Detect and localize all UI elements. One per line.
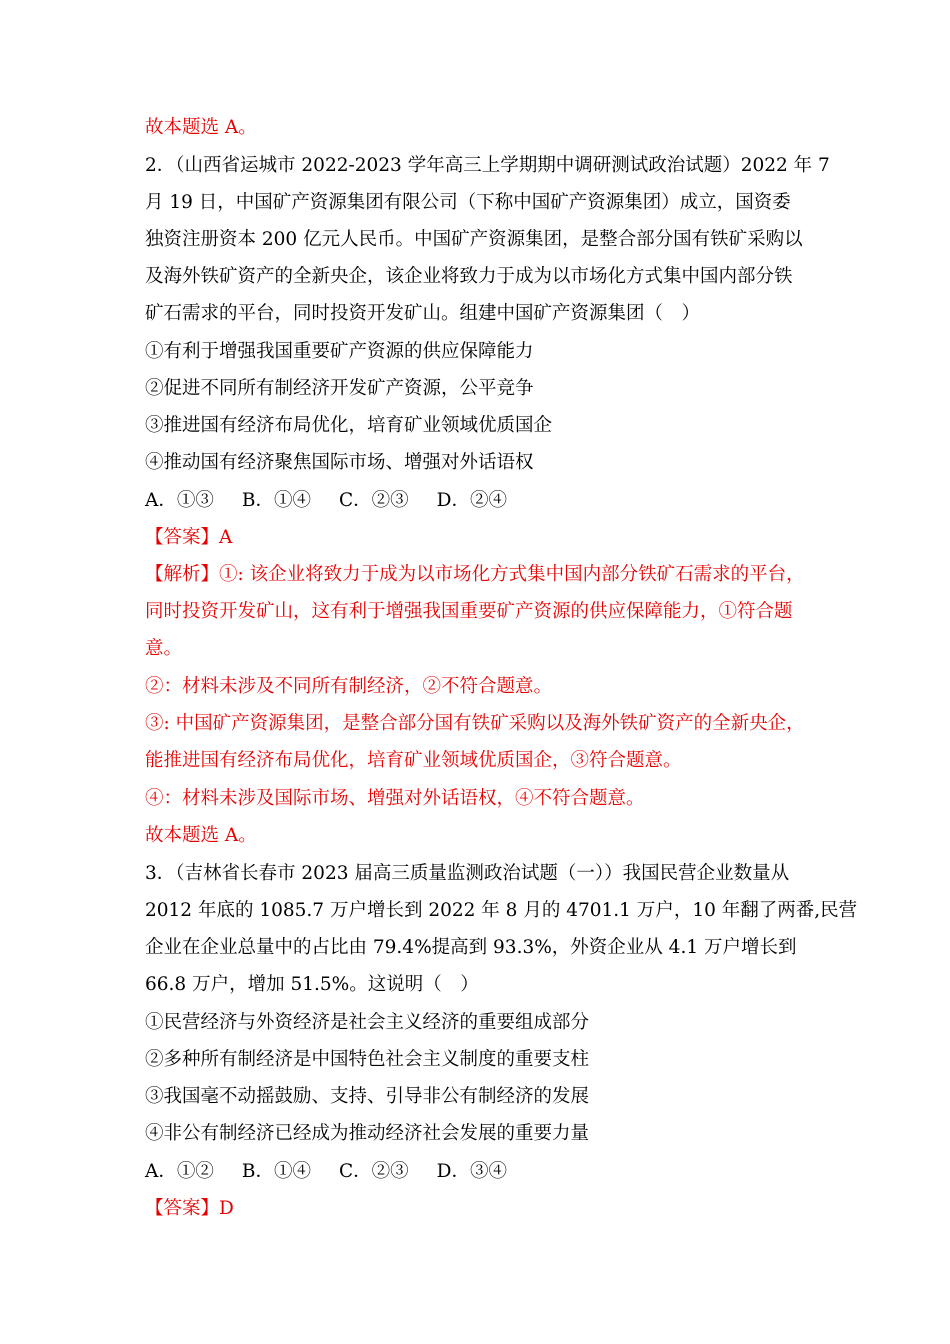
q2-stem-line: 独资注册资本 200 亿元人民币。中国矿产资源集团，是整合部分国有铁矿采购以 — [145, 229, 803, 250]
q3-stem-line: 66.8 万户，增加 51.5%。这说明（ ） — [145, 974, 479, 995]
q2-analysis-line: 【解析】①: 该企业将致力于成为以市场化方式集中国内部分铁矿石需求的平台， — [145, 564, 805, 585]
q2-analysis-line: 能推进国有经济布局优化，培育矿业领域优质国企，③符合题意。 — [145, 750, 682, 771]
q2-item: ①有利于增强我国重要矿产资源的供应保障能力 — [145, 341, 534, 362]
q2-conclusion: 故本题选 A。 — [145, 825, 257, 846]
q2-option-c: C．②③ — [338, 490, 409, 511]
q3-options — [145, 1159, 815, 1185]
q2-item: ③推进国有经济布局优化，培育矿业领域优质国企 — [145, 415, 553, 436]
q2-option-a: A．①③ — [145, 490, 214, 511]
q3-item: ③我国毫不动摇鼓励、支持、引导非公有制经济的发展 — [145, 1086, 590, 1107]
q3-option-b: B．①④ — [241, 1161, 311, 1182]
q3-option-d: D．③④ — [436, 1161, 507, 1182]
q2-analysis-line: 同时投资开发矿山，这有利于增强我国重要矿产资源的供应保障能力，①符合题 — [145, 601, 793, 622]
q2-stem-line: 及海外铁矿资产的全新央企，该企业将致力于成为以市场化方式集中国内部分铁 — [145, 266, 793, 287]
q3-option-a: A．①② — [145, 1161, 214, 1182]
q3-stem-line: 2012 年底的 1085.7 万户增长到 2022 年 8 月的 4701.1 万户，10 年翻了两番,民营 — [145, 900, 858, 921]
q2-options — [145, 488, 815, 514]
q2-item: ④推动国有经济聚焦国际市场、增强对外话语权 — [145, 452, 534, 473]
q2-stem-line: 2．（山西省运城市 2022-2023 学年高三上学期期中调研测试政治试题）2022 年 7 — [145, 155, 830, 176]
q3-stem-line: 3．（吉林省长春市 2023 届高三质量监测政治试题（一））我国民营企业数量从 — [145, 863, 790, 884]
q2-analysis-line: ③: 中国矿产资源集团，是整合部分国有铁矿采购以及海外铁矿资产的全新央企， — [145, 713, 805, 734]
q3-item: ①民营经济与外资经济是社会主义经济的重要组成部分 — [145, 1012, 590, 1033]
q2-item: ②促进不同所有制经济开发矿产资源，公平竞争 — [145, 378, 534, 399]
q2-option-b: B．①④ — [241, 490, 311, 511]
q2-answer: 【答案】A — [145, 527, 233, 548]
q3-item: ④非公有制经济已经成为推动经济社会发展的重要力量 — [145, 1123, 590, 1144]
q2-analysis-line: ②：材料未涉及不同所有制经济，②不符合题意。 — [145, 676, 553, 697]
q3-item: ②多种所有制经济是中国特色社会主义制度的重要支柱 — [145, 1049, 590, 1070]
q3-stem-line: 企业在企业总量中的占比由 79.4%提高到 93.3%，外资企业从 4.1 万户增长到 — [145, 937, 797, 958]
q2-stem-line: 月 19 日，中国矿产资源集团有限公司（下称中国矿产资源集团）成立，国资委 — [145, 192, 791, 213]
q3-answer: 【答案】D — [145, 1198, 234, 1219]
q2-option-d: D．②④ — [436, 490, 507, 511]
q3-option-c: C．②③ — [338, 1161, 409, 1182]
q2-analysis-line: ④：材料未涉及国际市场、增强对外话语权，④不符合题意。 — [145, 788, 645, 809]
q2-analysis-line: 意。 — [145, 638, 183, 659]
intro-conclusion: 故本题选 A。 — [145, 117, 257, 138]
q2-stem-line: 矿石需求的平台，同时投资开发矿山。组建中国矿产资源集团（ ） — [145, 303, 701, 324]
